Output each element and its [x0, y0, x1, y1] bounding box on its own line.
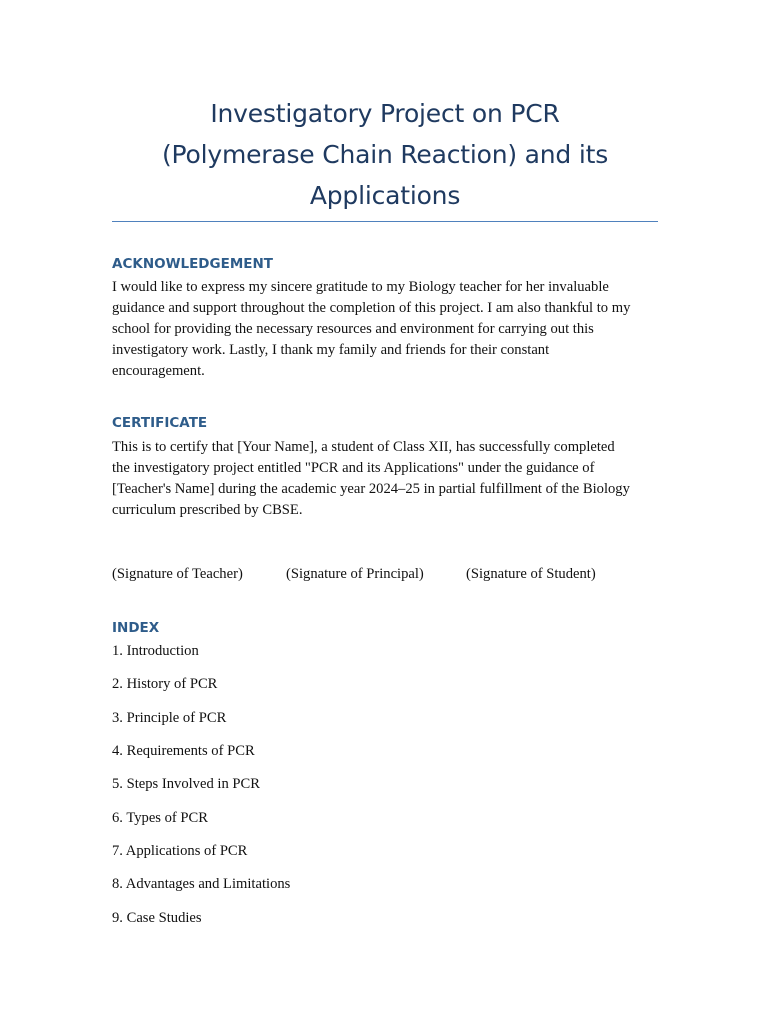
acknowledgement-heading: ACKNOWLEDGEMENT [112, 256, 273, 272]
teacher-signature-label: (Signature of Teacher) [112, 566, 243, 582]
title-divider [112, 221, 658, 222]
index-item: 7. Applications of PCR [112, 843, 248, 859]
index-item: 5. Steps Involved in PCR [112, 776, 260, 792]
text-line: This is to certify that [Your Name], a student of Class XII, has successfully completed [112, 439, 615, 455]
index-item: 6. Types of PCR [112, 810, 209, 826]
title-line: Investigatory Project on PCR [210, 99, 560, 128]
principal-signature-label: (Signature of Principal) [286, 566, 424, 582]
index-item: 8. Advantages and Limitations [112, 876, 291, 892]
text-line: school for providing the necessary resources and environment for carrying out this [112, 321, 594, 337]
text-line: [Teacher's Name] during the academic year 2024–25 in partial fulfillment of the Biology [112, 481, 630, 497]
index-item: 3. Principle of PCR [112, 710, 227, 726]
text-line: I would like to express my sincere gratitude to my Biology teacher for her invaluable [112, 279, 609, 295]
index-item: 2. History of PCR [112, 676, 218, 692]
index-item: 9. Case Studies [112, 910, 202, 926]
index-item: 4. Requirements of PCR [112, 743, 255, 759]
acknowledgement-text [112, 277, 658, 382]
text-line: the investigatory project entitled "PCR and its Applications" under the guidance of [112, 460, 595, 476]
certificate-heading: CERTIFICATE [112, 415, 208, 431]
student-signature-label: (Signature of Student) [466, 566, 596, 582]
index-heading: INDEX [112, 620, 160, 636]
text-line: curriculum prescribed by CBSE. [112, 502, 303, 518]
text-line: encouragement. [112, 363, 205, 379]
certificate-text [112, 437, 658, 521]
text-line: guidance and support throughout the completion of this project. I am also thankful to my [112, 300, 631, 316]
document-title [112, 93, 658, 216]
text-line: investigatory work. Lastly, I thank my family and friends for their constant [112, 342, 550, 358]
title-line: (Polymerase Chain Reaction) and its [161, 140, 609, 169]
index-item: 1. Introduction [112, 643, 199, 659]
title-line: Applications [309, 181, 461, 210]
